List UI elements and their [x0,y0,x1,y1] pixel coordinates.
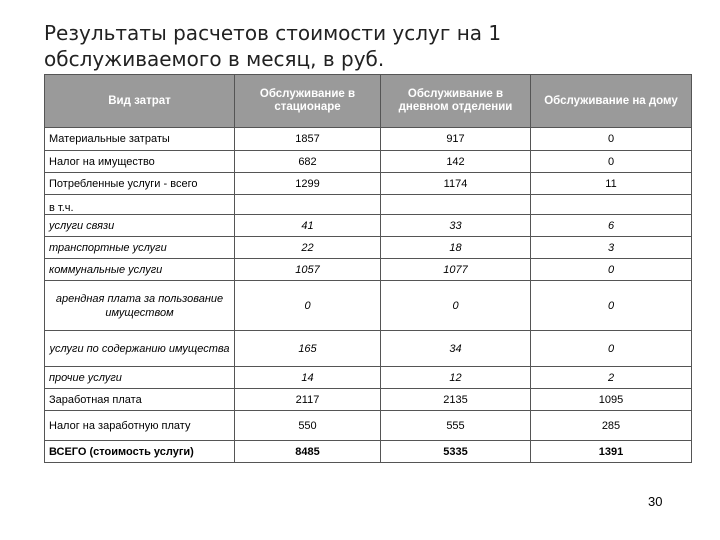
cell-value: 1095 [531,389,692,411]
row-label: транспортные услуги [45,237,235,259]
header-cost-type: Вид затрат [45,75,235,128]
page-number: 30 [648,494,663,509]
cell-value: 1077 [381,259,531,281]
cell-value: 0 [381,281,531,331]
cell-value: 555 [381,411,531,441]
cell-value: 1299 [235,173,381,195]
row-label: Налог на заработную плату [45,411,235,441]
cell-value: 41 [235,215,381,237]
row-label: ВСЕГО (стоимость услуги) [45,441,235,463]
row-label: Материальные затраты [45,128,235,151]
cell-value: 3 [531,237,692,259]
table-row [45,389,692,411]
cell-value: 0 [531,331,692,367]
table-row [45,215,692,237]
cell-value: 14 [235,367,381,389]
table-row [45,173,692,195]
table-header-row [45,75,692,128]
table-row [45,367,692,389]
cell-value: 1391 [531,441,692,463]
cell-value: 2 [531,367,692,389]
table-row [45,237,692,259]
cell-value: 0 [235,281,381,331]
cell-value: 2135 [381,389,531,411]
cell-value: 8485 [235,441,381,463]
cell-value: 6 [531,215,692,237]
table-row-total [45,441,692,463]
cell-value: 0 [531,259,692,281]
cell-value: 1174 [381,173,531,195]
row-label: услуги по содержанию имущества [45,331,235,367]
cell-value: 11 [531,173,692,195]
slide-title: Результаты расчетов стоимости услуг на 1 обслуживаемого в месяц, в руб. [44,21,502,71]
table-row [45,195,692,215]
cell-value: 165 [235,331,381,367]
row-label: коммунальные услуги [45,259,235,281]
header-day-care: Обслуживание в дневном отделении [381,75,531,128]
cell-value: 1857 [235,128,381,151]
cell-value: 285 [531,411,692,441]
cell-value: 5335 [381,441,531,463]
header-home-care: Обслуживание на дому [531,75,692,128]
header-inpatient: Обслуживание в стационаре [235,75,381,128]
row-label: в т.ч. [45,195,235,215]
cell-value: 12 [381,367,531,389]
cost-table [44,74,692,463]
cell-value [531,195,692,215]
row-label: Налог на имущество [45,151,235,173]
table-row [45,331,692,367]
cell-value: 0 [531,128,692,151]
cell-value [381,195,531,215]
cell-value: 33 [381,215,531,237]
cell-value: 22 [235,237,381,259]
cell-value: 2117 [235,389,381,411]
cell-value: 34 [381,331,531,367]
row-label: Заработная плата [45,389,235,411]
table-row [45,259,692,281]
cell-value: 18 [381,237,531,259]
table-row [45,128,692,151]
cell-value: 0 [531,151,692,173]
table-row [45,281,692,331]
row-label: услуги связи [45,215,235,237]
row-label: арендная плата за пользование имуществом [45,281,235,331]
cell-value: 917 [381,128,531,151]
cell-value: 142 [381,151,531,173]
cell-value: 0 [531,281,692,331]
table-row [45,151,692,173]
table-row [45,411,692,441]
cell-value: 550 [235,411,381,441]
row-label: Потребленные услуги - всего [45,173,235,195]
cell-value: 1057 [235,259,381,281]
cell-value [235,195,381,215]
cell-value: 682 [235,151,381,173]
row-label: прочие услуги [45,367,235,389]
